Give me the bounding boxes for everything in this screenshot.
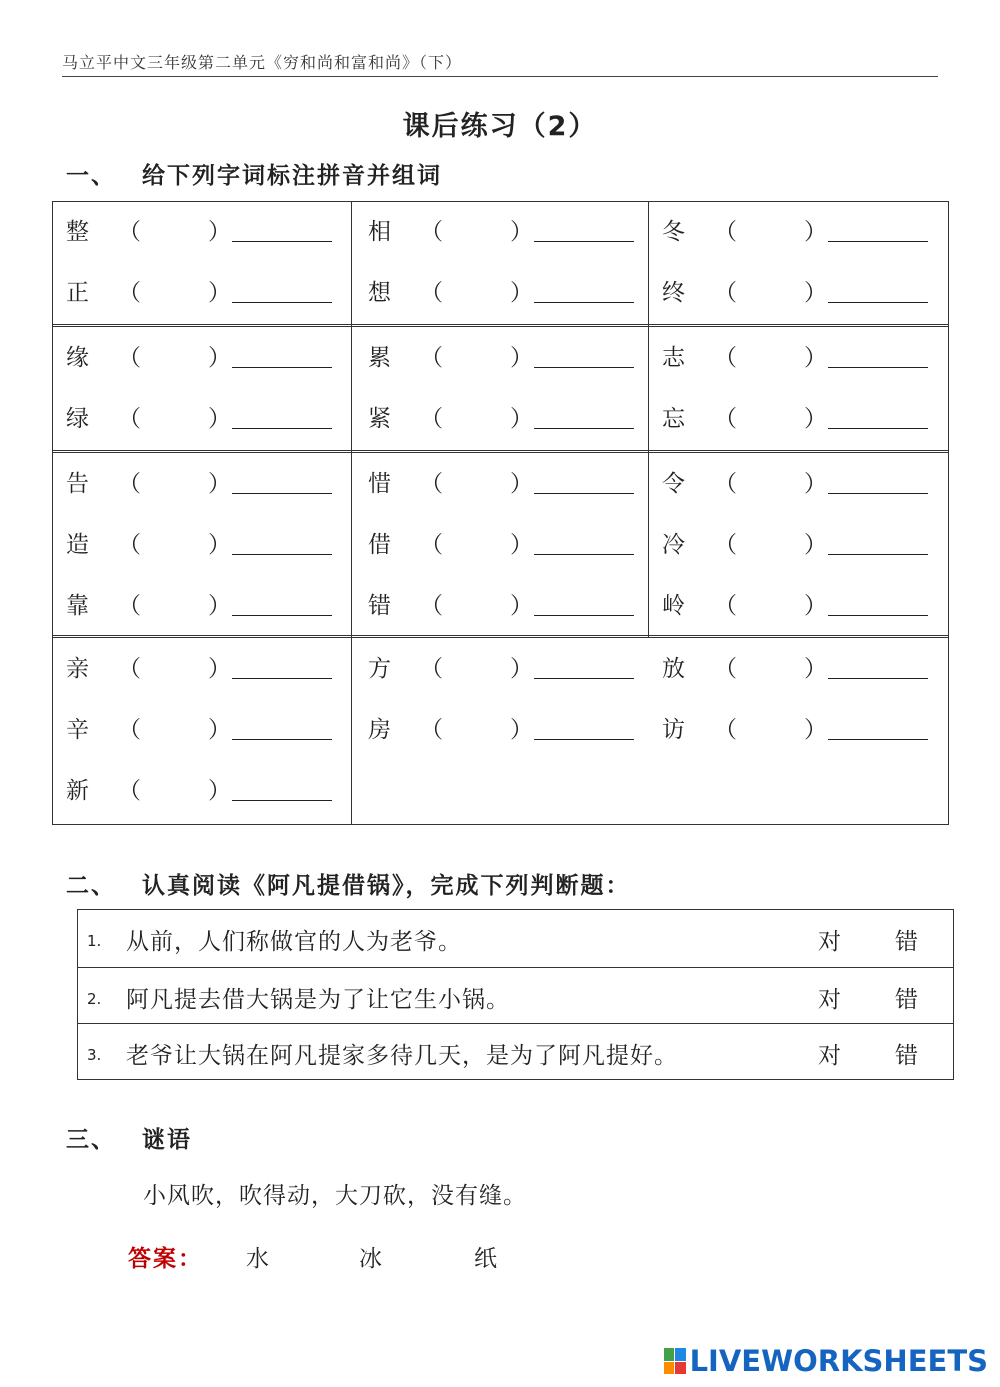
pinyin-open-paren: （ bbox=[714, 532, 737, 558]
section1-heading bbox=[66, 157, 442, 190]
word-blank[interactable] bbox=[534, 241, 634, 242]
character: 想 bbox=[368, 280, 391, 306]
pinyin-close-paren: ） bbox=[804, 532, 827, 558]
answer-option[interactable]: 冰 bbox=[359, 1246, 382, 1272]
character: 放 bbox=[662, 656, 685, 682]
pinyin-open-paren: （ bbox=[118, 656, 141, 682]
section2-title: 认真阅读《阿凡提借锅》，完成下列判断题： bbox=[142, 873, 631, 899]
pinyin-close-paren: ） bbox=[804, 219, 827, 245]
pinyin-close-paren: ） bbox=[804, 593, 827, 619]
word-blank[interactable] bbox=[534, 428, 634, 429]
character: 终 bbox=[662, 280, 685, 306]
pinyin-close-paren: ） bbox=[510, 280, 533, 306]
pinyin-open-paren: （ bbox=[714, 656, 737, 682]
pinyin-open-paren: （ bbox=[420, 717, 443, 743]
false-option[interactable]: 错 bbox=[895, 1043, 918, 1069]
pinyin-open-paren: （ bbox=[118, 406, 141, 432]
word-blank[interactable] bbox=[232, 678, 332, 679]
pinyin-open-paren: （ bbox=[714, 471, 737, 497]
question-number: 2. bbox=[87, 990, 102, 1008]
section1-number: 一、 bbox=[66, 163, 116, 189]
pinyin-open-paren: （ bbox=[420, 532, 443, 558]
word-blank[interactable] bbox=[828, 739, 928, 740]
pinyin-open-paren: （ bbox=[420, 345, 443, 371]
section3-title: 谜语 bbox=[142, 1127, 192, 1153]
table-row bbox=[78, 1023, 953, 1081]
pinyin-open-paren: （ bbox=[420, 471, 443, 497]
answer-option[interactable]: 纸 bbox=[474, 1246, 497, 1272]
question-text: 阿凡提去借大锅是为了让它生小锅。 bbox=[126, 987, 510, 1013]
question-number: 3. bbox=[87, 1046, 102, 1064]
character: 忘 bbox=[662, 406, 685, 432]
pinyin-close-paren: ） bbox=[804, 471, 827, 497]
pinyin-open-paren: （ bbox=[714, 593, 737, 619]
pinyin-open-paren: （ bbox=[118, 778, 141, 804]
true-option[interactable]: 对 bbox=[818, 1043, 841, 1069]
pinyin-close-paren: ） bbox=[208, 345, 231, 371]
grid-column-divider bbox=[351, 201, 352, 825]
pinyin-close-paren: ） bbox=[208, 656, 231, 682]
character: 累 bbox=[368, 345, 391, 371]
pinyin-close-paren: ） bbox=[208, 406, 231, 432]
false-option[interactable]: 错 bbox=[895, 929, 918, 955]
word-blank[interactable] bbox=[828, 678, 928, 679]
character: 冬 bbox=[662, 219, 685, 245]
page-title: 课后练习（2） bbox=[402, 111, 598, 142]
word-blank[interactable] bbox=[828, 615, 928, 616]
grid-divider bbox=[52, 450, 949, 453]
word-blank[interactable] bbox=[534, 302, 634, 303]
pinyin-close-paren: ） bbox=[208, 717, 231, 743]
pinyin-open-paren: （ bbox=[118, 219, 141, 245]
pinyin-open-paren: （ bbox=[420, 593, 443, 619]
word-blank[interactable] bbox=[828, 367, 928, 368]
character: 相 bbox=[368, 219, 391, 245]
word-blank[interactable] bbox=[828, 428, 928, 429]
section2-heading bbox=[66, 867, 631, 900]
pinyin-close-paren: ） bbox=[804, 406, 827, 432]
pinyin-close-paren: ） bbox=[208, 532, 231, 558]
pinyin-close-paren: ） bbox=[510, 406, 533, 432]
pinyin-open-paren: （ bbox=[714, 717, 737, 743]
pinyin-open-paren: （ bbox=[420, 280, 443, 306]
section1-title: 给下列字词标注拼音并组词 bbox=[142, 163, 442, 189]
pinyin-open-paren: （ bbox=[714, 219, 737, 245]
character: 访 bbox=[662, 717, 685, 743]
word-blank[interactable] bbox=[232, 554, 332, 555]
pinyin-open-paren: （ bbox=[118, 280, 141, 306]
riddle-text: 小风吹，吹得动，大刀砍，没有缝。 bbox=[143, 1183, 527, 1209]
pinyin-open-paren: （ bbox=[420, 219, 443, 245]
character: 惜 bbox=[368, 471, 391, 497]
word-blank[interactable] bbox=[534, 739, 634, 740]
word-blank[interactable] bbox=[534, 367, 634, 368]
grid-column-divider bbox=[648, 201, 649, 637]
word-blank[interactable] bbox=[232, 241, 332, 242]
character: 靠 bbox=[66, 593, 89, 619]
character: 告 bbox=[66, 471, 89, 497]
pinyin-close-paren: ） bbox=[510, 593, 533, 619]
word-blank[interactable] bbox=[232, 367, 332, 368]
character: 辛 bbox=[66, 717, 89, 743]
pinyin-open-paren: （ bbox=[118, 532, 141, 558]
pinyin-close-paren: ） bbox=[804, 280, 827, 306]
word-blank[interactable] bbox=[232, 493, 332, 494]
word-blank[interactable] bbox=[534, 615, 634, 616]
section3-number: 三、 bbox=[66, 1127, 116, 1153]
character: 整 bbox=[66, 219, 89, 245]
word-blank[interactable] bbox=[232, 428, 332, 429]
character: 岭 bbox=[662, 593, 685, 619]
pinyin-close-paren: ） bbox=[510, 471, 533, 497]
word-blank[interactable] bbox=[232, 739, 332, 740]
character: 借 bbox=[368, 532, 391, 558]
word-blank[interactable] bbox=[232, 800, 332, 801]
pinyin-close-paren: ） bbox=[510, 656, 533, 682]
word-blank[interactable] bbox=[232, 302, 332, 303]
word-blank[interactable] bbox=[534, 678, 634, 679]
section3-heading bbox=[66, 1121, 192, 1154]
pinyin-open-paren: （ bbox=[118, 471, 141, 497]
pinyin-open-paren: （ bbox=[714, 345, 737, 371]
pinyin-close-paren: ） bbox=[208, 778, 231, 804]
word-blank[interactable] bbox=[828, 302, 928, 303]
pinyin-close-paren: ） bbox=[510, 532, 533, 558]
true-false-table bbox=[77, 909, 954, 1080]
pinyin-close-paren: ） bbox=[208, 471, 231, 497]
word-blank[interactable] bbox=[534, 493, 634, 494]
table-row bbox=[78, 967, 953, 1025]
liveworksheets-logo bbox=[664, 1344, 988, 1378]
character: 房 bbox=[368, 717, 391, 743]
grid-divider bbox=[52, 635, 949, 638]
word-blank[interactable] bbox=[232, 615, 332, 616]
character: 冷 bbox=[662, 532, 685, 558]
true-option[interactable]: 对 bbox=[818, 929, 841, 955]
pinyin-close-paren: ） bbox=[208, 219, 231, 245]
false-option[interactable]: 错 bbox=[895, 987, 918, 1013]
word-blank[interactable] bbox=[828, 554, 928, 555]
pinyin-close-paren: ） bbox=[804, 656, 827, 682]
question-text: 从前，人们称做官的人为老爷。 bbox=[126, 929, 462, 955]
header-divider bbox=[62, 76, 938, 77]
true-option[interactable]: 对 bbox=[818, 987, 841, 1013]
character: 绿 bbox=[66, 406, 89, 432]
pinyin-close-paren: ） bbox=[804, 717, 827, 743]
pinyin-close-paren: ） bbox=[510, 219, 533, 245]
character: 造 bbox=[66, 532, 89, 558]
word-blank[interactable] bbox=[534, 554, 634, 555]
pinyin-close-paren: ） bbox=[208, 280, 231, 306]
word-blank[interactable] bbox=[828, 493, 928, 494]
character: 正 bbox=[66, 280, 89, 306]
pinyin-close-paren: ） bbox=[510, 717, 533, 743]
pinyin-open-paren: （ bbox=[118, 345, 141, 371]
character: 错 bbox=[368, 593, 391, 619]
character: 亲 bbox=[66, 656, 89, 682]
pinyin-open-paren: （ bbox=[118, 717, 141, 743]
pinyin-close-paren: ） bbox=[804, 345, 827, 371]
character: 志 bbox=[662, 345, 685, 371]
pinyin-open-paren: （ bbox=[420, 656, 443, 682]
grid-divider bbox=[52, 324, 949, 327]
character: 新 bbox=[66, 778, 89, 804]
section2-number: 二、 bbox=[66, 873, 116, 899]
question-number: 1. bbox=[87, 932, 102, 950]
character: 紧 bbox=[368, 406, 391, 432]
header-text: 马立平中文三年级第二单元《穷和尚和富和尚》（下） bbox=[62, 53, 463, 72]
pinyin-open-paren: （ bbox=[420, 406, 443, 432]
question-text: 老爷让大锅在阿凡提家多待几天，是为了阿凡提好。 bbox=[126, 1043, 678, 1069]
word-blank[interactable] bbox=[828, 241, 928, 242]
pinyin-close-paren: ） bbox=[510, 345, 533, 371]
pinyin-open-paren: （ bbox=[714, 280, 737, 306]
brand-icon bbox=[664, 1348, 686, 1374]
answer-option[interactable]: 水 bbox=[246, 1246, 269, 1272]
brand-text: LIVEWORKSHEETS bbox=[689, 1344, 988, 1378]
pinyin-open-paren: （ bbox=[714, 406, 737, 432]
pinyin-close-paren: ） bbox=[208, 593, 231, 619]
table-row bbox=[78, 910, 953, 967]
character: 令 bbox=[662, 471, 685, 497]
character: 方 bbox=[368, 656, 391, 682]
answer-label: 答案： bbox=[128, 1246, 203, 1272]
pinyin-open-paren: （ bbox=[118, 593, 141, 619]
character: 缘 bbox=[66, 345, 89, 371]
